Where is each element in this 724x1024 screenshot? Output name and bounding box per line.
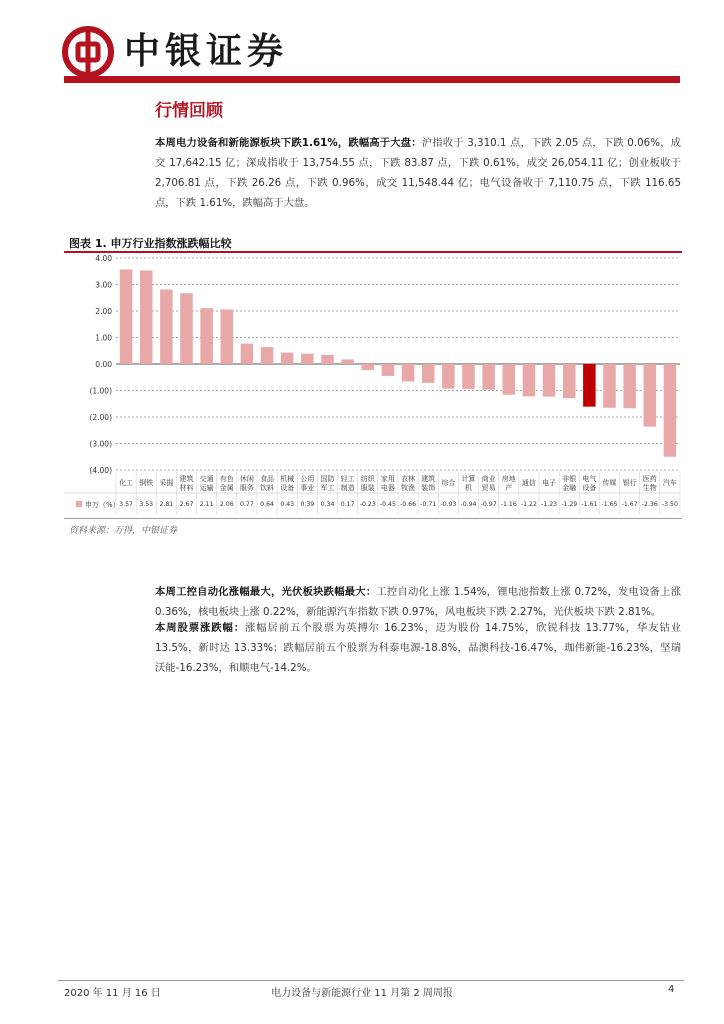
data-value-label: -0.97 — [480, 501, 497, 508]
bar — [241, 344, 253, 364]
data-value-label: -1.61 — [581, 501, 598, 508]
category-label: 公用 — [300, 475, 315, 483]
bar — [281, 353, 293, 364]
footer-report-title: 电力设备与新能源行业 11 月第 2 周周报 — [271, 988, 453, 999]
section-title: 行情回顾 — [155, 101, 223, 121]
data-value-label: -0.71 — [420, 501, 437, 508]
category-label: 设备 — [582, 484, 597, 492]
header-rule — [64, 76, 680, 83]
category-label: 非银 — [562, 475, 577, 483]
category-label: 医药 — [642, 475, 657, 483]
category-label: 设备 — [280, 484, 295, 492]
category-label: 传媒 — [602, 479, 617, 487]
bar — [180, 293, 192, 364]
data-value-label: 2.81 — [159, 501, 174, 508]
data-value-label: -0.93 — [440, 501, 457, 508]
y-tick-label: (3.00) — [89, 439, 112, 449]
figure-title: 图表 1. 申万行业指数涨跌幅比较 — [69, 237, 232, 250]
bar — [623, 364, 635, 408]
data-value-label: 3.57 — [119, 501, 133, 508]
sector-paragraph — [155, 582, 681, 622]
bar — [503, 364, 515, 395]
data-value-label: 0.64 — [260, 501, 274, 508]
category-label: 钢铁 — [139, 479, 154, 487]
category-label: 机械 — [280, 475, 295, 483]
bar — [362, 364, 374, 370]
category-label: 综合 — [441, 479, 456, 487]
bank-of-china-logo-icon — [62, 26, 114, 78]
bar — [140, 270, 152, 364]
legend-label: 申万（%） — [85, 501, 120, 509]
category-label: 食品 — [260, 475, 275, 483]
category-label: 牧渔 — [401, 484, 416, 492]
category-label: 农林 — [401, 475, 416, 483]
category-label: 计算 — [461, 475, 476, 483]
category-label: 贸易 — [481, 484, 496, 492]
category-label: 家用 — [380, 475, 395, 483]
data-value-label: 0.17 — [340, 501, 355, 508]
figure-bottom-rule — [64, 518, 682, 519]
bar — [603, 364, 615, 408]
bar — [462, 364, 474, 389]
bar — [402, 364, 414, 381]
category-label: 装饰 — [421, 484, 436, 492]
category-label: 电气 — [582, 475, 597, 483]
category-label: 材料 — [179, 484, 194, 492]
y-tick-label: (1.00) — [89, 386, 112, 396]
bar — [261, 347, 273, 364]
paragraph-body: 工控自动化上涨 1.54%，锂电池指数上涨 0.72%，发电设备上涨 0.36%，核电板块上涨 0.22%，新能源汽车指数下跌 0.97%，风电板块下跌 2.27%，光伏板块下跌 2.81%。 — [155, 586, 682, 618]
data-value-label: -1.22 — [520, 501, 537, 508]
category-label: 汽车 — [662, 479, 677, 487]
category-label: 休闲 — [239, 475, 254, 483]
paragraph-lead: 本周股票涨跌幅： — [155, 622, 245, 634]
brand-name: 中银证券 — [124, 30, 289, 72]
category-label: 金属 — [219, 484, 234, 492]
category-label: 军工 — [320, 484, 335, 492]
y-tick-label: (2.00) — [89, 413, 112, 422]
data-value-label: -1.29 — [561, 501, 578, 508]
figure-source: 资料来源：万得，中银证券 — [69, 526, 178, 536]
category-label: 服务 — [239, 484, 254, 492]
category-label: 电器 — [380, 484, 395, 492]
bar — [160, 290, 172, 364]
data-value-label: 2.06 — [219, 501, 234, 508]
y-tick-label: (4.00) — [89, 466, 112, 475]
data-value-label: -0.94 — [460, 501, 477, 508]
category-label: 化工 — [119, 479, 134, 487]
data-value-label: -1.67 — [621, 501, 638, 508]
category-label: 建筑 — [421, 475, 436, 483]
footer-date: 2020 年 11 月 16 日 — [64, 988, 161, 999]
category-label: 饮料 — [260, 484, 275, 492]
category-label: 运输 — [199, 484, 214, 492]
y-tick-label: 0.00 — [95, 360, 112, 369]
data-value-label: 0.43 — [280, 501, 295, 508]
data-value-label: -2.36 — [641, 501, 658, 508]
market-review-paragraph — [155, 133, 681, 213]
paragraph-lead: 本周工控自动化涨幅最大，光伏板块跌幅最大： — [155, 586, 377, 598]
category-label: 房地 — [501, 475, 516, 483]
paragraph-body: 涨幅居前五个股票为英搏尔 16.23%，迈为股份 14.75%，欣锐科技 13.77%，华友钴业 13.5%，新时达 13.33%；跌幅居前五个股票为科泰电源-18.8%，晶澳科技-16.47%，珈伟新能-16.23%，坚瑞沃能-16.23%，和顺电气-14.2%。 — [155, 622, 682, 674]
bar — [422, 364, 434, 383]
category-label: 事业 — [300, 484, 315, 492]
category-label: 机 — [465, 484, 472, 492]
category-label: 建筑 — [179, 475, 194, 483]
data-value-label: -0.66 — [400, 501, 417, 508]
legend-swatch — [76, 501, 82, 507]
category-label: 银行 — [622, 479, 637, 487]
bar — [644, 364, 656, 427]
page-number: 4 — [668, 984, 675, 995]
category-label: 交通 — [199, 475, 214, 483]
paragraph-lead: 本周电力设备和新能源板块下跌1.61%，跌幅高于大盘： — [155, 137, 422, 149]
data-value-label: -0.23 — [359, 501, 376, 508]
bar — [321, 355, 333, 364]
data-value-label: -3.50 — [661, 501, 678, 508]
data-value-label: -1.16 — [500, 501, 517, 508]
data-value-label: -1.65 — [601, 501, 618, 508]
data-value-label: 0.77 — [240, 501, 254, 508]
bar — [221, 309, 233, 364]
category-label: 有色 — [219, 475, 234, 483]
bar — [341, 359, 353, 364]
bar — [583, 364, 595, 407]
data-value-label: 2.67 — [179, 501, 194, 508]
category-label: 电子 — [542, 479, 557, 487]
data-value-label: 3.53 — [139, 501, 154, 508]
footer-rule — [58, 980, 684, 981]
bar — [200, 308, 212, 364]
paragraph-body: 沪指收于 3,310.1 点，下跌 2.05 点，下跌 0.06%，成交 17,642.15 亿；深成指收于 13,754.55 点，下跌 83.87 点，下跌 0.61%，成交 26,054.11 亿；创业板收于 2,706.81 点，下跌 26.26 点，下跌 0.96%，成交 11,548.44 亿；电气设备收于 7,110.75 点，下跌 116.65 点，下跌 1.61%，跌幅高于大盘。 — [155, 137, 681, 209]
category-label: 金融 — [562, 484, 577, 492]
category-label: 轻工 — [340, 475, 355, 483]
category-label: 商业 — [481, 475, 496, 483]
bar — [482, 364, 494, 390]
y-tick-label: 1.00 — [95, 333, 112, 343]
category-label: 国防 — [320, 475, 335, 483]
category-label: 制造 — [340, 484, 355, 492]
category-label: 通信 — [521, 479, 536, 487]
bar — [563, 364, 575, 398]
bar — [543, 364, 555, 397]
data-value-label: 2.11 — [199, 501, 214, 508]
data-value-label: -0.45 — [379, 501, 396, 508]
bar — [664, 364, 676, 457]
bar — [301, 354, 313, 364]
category-label: 生物 — [642, 484, 657, 492]
bar — [442, 364, 454, 389]
y-tick-label: 3.00 — [95, 280, 112, 290]
industry-index-bar-chart — [64, 252, 682, 516]
category-label: 采掘 — [159, 479, 174, 487]
category-label: 服装 — [360, 484, 375, 492]
bar — [382, 364, 394, 376]
data-value-label: 0.34 — [320, 501, 335, 508]
category-label: 产 — [505, 484, 513, 492]
stocks-paragraph — [155, 618, 681, 678]
y-tick-label: 4.00 — [95, 254, 112, 263]
data-value-label: 0.39 — [300, 501, 315, 508]
bar — [523, 364, 535, 396]
bar — [120, 269, 132, 364]
category-label: 纺织 — [360, 475, 375, 483]
y-tick-label: 2.00 — [95, 307, 112, 316]
data-value-label: -1.23 — [541, 501, 558, 508]
